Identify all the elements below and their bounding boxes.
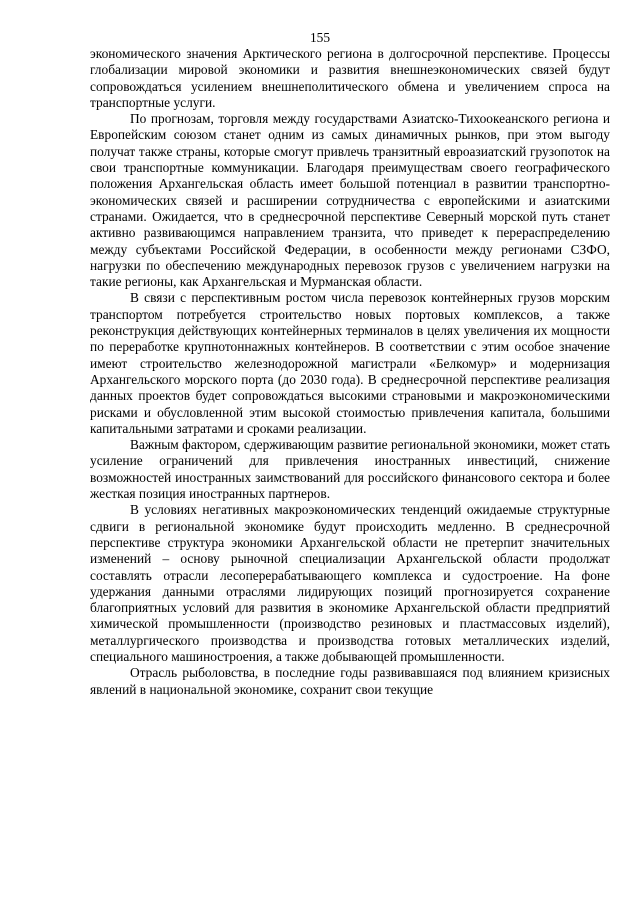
paragraph-5: В условиях негативных макроэкономических тенденций ожидаемые структурные сдвиги в региональной экономике будут происходить медленно. В среднесрочной перспективе структура экономики Архангельской области не претерпит значительных изменений – основу рыночной специализации Архангельской области продолжат составлять отрасли лесоперерабатывающего комплекса и судостроение. На фоне удержания данными отраслями лидирующих позиций прогнозируется сохранение благоприятных условий для развития в экономике Архангельской области предприятий химической промышленности (производство резиновых и пластмассовых изделий), металлургического производства и производства готовых металлических изделий, специального машиностроения, а также добывающей промышленности. (90, 502, 610, 664)
body-text (90, 46, 610, 698)
paragraph-6: Отрасль рыболовства, в последние годы развивавшаяся под влиянием кризисных явлений в национальной экономике, сохранит свои текущие (90, 665, 610, 697)
paragraph-3: В связи с перспективным ростом числа перевозок контейнерных грузов морским транспортом потребуется строительство новых портовых комплексов, а также реконструкция действующих контейнерных терминалов в целях увеличения их мощности по переработке крупнотоннажных контейнеров. В соответствии с этим особое значение имеют строительство железнодорожной магистрали «Белкомур» и модернизация Архангельского морского порта (до 2030 года). В среднесрочной перспективе реализация данных проектов будет сопровождаться высокими страновыми и макроэкономическими рисками и обусловленной этим высокой стоимостью привлечения капитала, большими капитальными затратами и сроками реализации. (90, 290, 610, 436)
paragraph-2: По прогнозам, торговля между государствами Азиатско-Тихоокеанского региона и Европейским союзом станет одним из самых динамичных рынков, при этом выгоду получат также страны, которые смогут привлечь транзитный евроазиатский грузопоток на свои транспортные коммуникации. Благодаря преимуществам своего географического положения Архангельская область имеет большой потенциал в развитии транспортно-экономических связей и расширении сотрудничества с европейскими и азиатскими странами. Ожидается, что в среднесрочной перспективе Северный морской путь станет активно развивающимся направлением транзита, что приведет к перераспределению между субъектами Российской Федерации, в особенности между регионами СЗФО, нагрузки по обеспечению международных перевозок грузов с увеличением нагрузки на такие регионы, как Архангельская и Мурманская области. (90, 111, 610, 290)
paragraph-4: Важным фактором, сдерживающим развитие региональной экономики, может стать усиление ограничений для привлечения иностранных инвестиций, снижение возможностей иностранных заимствований для российского финансового сектора и более жесткая позиция иностранных партнеров. (90, 437, 610, 502)
paragraph-1: экономического значения Арктического региона в долгосрочной перспективе. Процессы глобализации мировой экономики и развития внешнеэкономических связей будут сопровождаться усилением внешнеполитического обмена и увеличением спроса на транспортные услуги. (90, 46, 610, 110)
page-number: 155 (309, 30, 331, 45)
